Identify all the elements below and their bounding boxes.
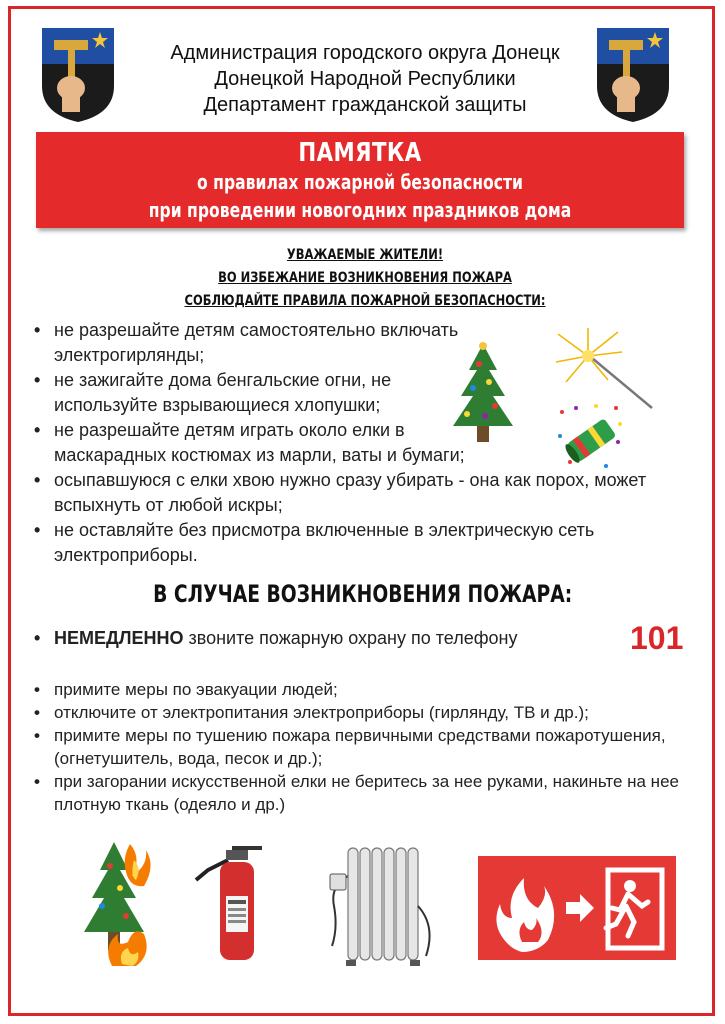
fire-actions-list bbox=[34, 678, 694, 816]
rule-item: • осыпавшуюся с елки хвою нужно сразу убирать - она как порох, может вспыхнуть от любой искры; bbox=[34, 468, 674, 518]
fire-exit-sign-icon bbox=[478, 856, 676, 960]
donetsk-emblem-icon bbox=[40, 26, 116, 124]
fire-section-title bbox=[0, 580, 725, 608]
appeal-line-3: СОБЛЮДАЙТЕ ПРАВИЛА ПОЖАРНОЙ БЕЗОПАСНОСТИ: bbox=[184, 293, 546, 309]
action-item: • при загорании искусственной елки не беритесь за нее руками, накиньте на нее плотную ткань (одеяло и др.) bbox=[34, 770, 694, 816]
rule-item: • не зажигайте дома бенгальские огни, не используйте взрывающиеся хлопушки; bbox=[34, 368, 474, 418]
action-item: • отключите от электропитания электроприборы (гирлянду, ТВ и др.); bbox=[34, 701, 694, 724]
urgent-strong: НЕМЕДЛЕННО bbox=[54, 628, 184, 648]
emergency-phone-number: 101 bbox=[630, 620, 684, 656]
bullet-icon: • bbox=[34, 628, 41, 648]
rule-item: • не разрешайте детям самостоятельно включать электрогирлянды; bbox=[34, 318, 474, 368]
oil-heater-icon bbox=[326, 836, 436, 972]
header bbox=[130, 40, 600, 118]
donetsk-emblem-icon bbox=[595, 26, 671, 124]
action-item: • примите меры по тушению пожара первичными средствами пожаротушения, (огнетушитель, вода, песок и др.); bbox=[34, 724, 694, 770]
fire-extinguisher-icon bbox=[192, 846, 272, 964]
header-line-3: Департамент гражданской защиты bbox=[203, 94, 527, 116]
firecracker-icon bbox=[556, 402, 624, 472]
banner-subtitle-1: о правилах пожарной безопасности bbox=[197, 170, 523, 194]
header-line-1: Администрация городского округа Донецк bbox=[170, 42, 560, 64]
rule-item: • не оставляйте без присмотра включенные в электрическую сеть электроприборы. bbox=[34, 518, 674, 568]
urgent-call-text bbox=[34, 625, 634, 651]
burning-tree-icon bbox=[72, 836, 160, 972]
title-banner bbox=[36, 132, 684, 228]
banner-title: ПАМЯТКА bbox=[298, 138, 422, 168]
header-line-2: Донецкой Народной Республики bbox=[214, 68, 516, 90]
urgent-call bbox=[34, 625, 634, 651]
appeal bbox=[130, 244, 600, 313]
sparkler-icon bbox=[552, 326, 656, 412]
rule-item: • не разрешайте детям играть около елки в маскарадных костюмах из марли, ваты и бумаги; bbox=[34, 418, 474, 468]
appeal-line-1: УВАЖАЕМЫЕ ЖИТЕЛИ! bbox=[286, 247, 444, 263]
christmas-tree-icon bbox=[445, 340, 521, 450]
action-item: • примите меры по эвакуации людей; bbox=[34, 678, 694, 701]
appeal-line-2: ВО ИЗБЕЖАНИЕ ВОЗНИКНОВЕНИЯ ПОЖАРА bbox=[218, 270, 512, 286]
banner-subtitle-2: при проведении новогодних праздников дома bbox=[148, 198, 572, 222]
urgent-rest: звоните пожарную охрану по телефону bbox=[183, 628, 518, 648]
fire-section-title-text: В СЛУЧАЕ ВОЗНИКНОВЕНИЯ ПОЖАРА: bbox=[152, 580, 573, 608]
